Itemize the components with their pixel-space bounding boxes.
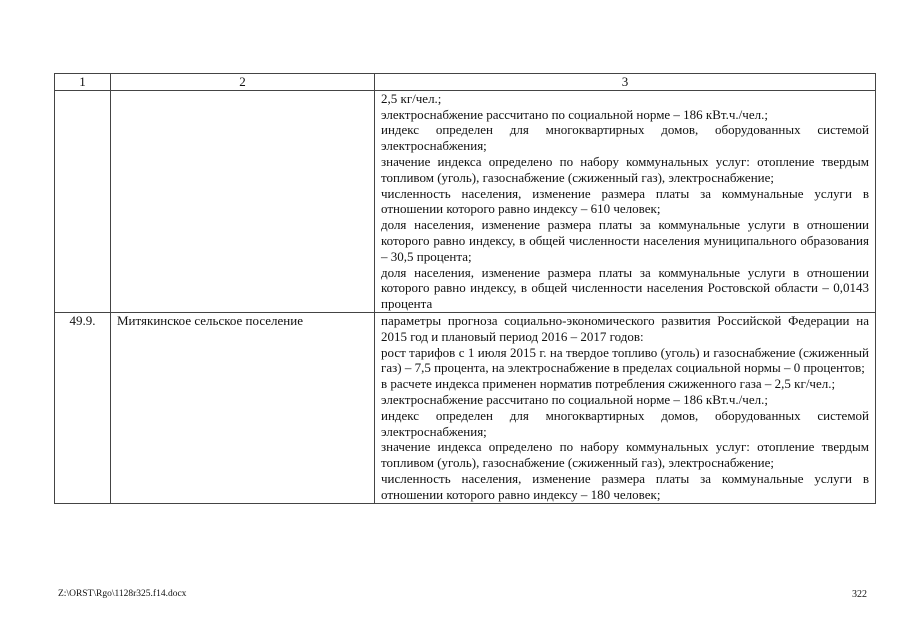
footer-page-number: 322: [852, 589, 867, 600]
parameter-paragraph: доля населения, изменение размера платы за коммунальные услуги в отношении которого равно индексу, в общей численности населения муниципального образования – 30,5 процента;: [381, 217, 869, 264]
footer-file-path: Z:\ORST\Rgo\1128r325.f14.docx: [58, 589, 187, 599]
parameter-paragraph: значение индекса определено по набору коммунальных услуг: отопление твердым топливом (уголь), газоснабжение (сжиженный газ), электроснабжение;: [381, 153, 869, 185]
tariff-index-table: [54, 73, 876, 504]
column-header-1: 1: [55, 74, 111, 91]
row-number-cell: [55, 90, 111, 312]
parameter-paragraph: 2,5 кг/чел.;: [381, 90, 442, 106]
parameter-paragraph: электроснабжение рассчитано по социальной норме – 186 кВт.ч./чел.;: [381, 106, 768, 122]
parameter-paragraph: параметры прогноза социально-экономического развития Российской Федерации на 2015 год и плановый период 2016 – 2017 годов:: [381, 312, 869, 344]
parameter-paragraph: численность населения, изменение размера платы за коммунальные услуги в отношении которого равно индексу – 180 человек;: [381, 470, 869, 502]
municipality-cell: Митякинское сельское поселение: [111, 312, 375, 503]
parameter-paragraph: доля населения, изменение размера платы за коммунальные услуги в отношении которого равно индексу, в общей численности населения Ростовской области – 0,0143 процента: [381, 264, 869, 312]
parameter-paragraph: рост тарифов с 1 июля 2015 г. на твердое топливо (уголь) и газоснабжение (сжиженный газ) – 7,5 процента, на электроснабжение в пределах социальной нормы – 0 процентов;: [381, 344, 869, 376]
table-row: [55, 312, 876, 503]
municipality-cell: [111, 90, 375, 312]
parameter-paragraph: индекс определен для многоквартирных домов, оборудованных системой электроснабжения;: [381, 407, 869, 439]
parameter-paragraph: значение индекса определено по набору коммунальных услуг: отопление твердым топливом (уголь), газоснабжение (сжиженный газ), электроснабжение;: [381, 439, 869, 471]
parameters-cell: [375, 90, 876, 312]
parameter-paragraph: в расчете индекса применен норматив потребления сжиженного газа – 2,5 кг/чел.;: [381, 376, 836, 392]
parameter-paragraph: электроснабжение рассчитано по социальной норме – 186 кВт.ч./чел.;: [381, 391, 768, 407]
parameters-cell: [375, 312, 876, 503]
parameter-paragraph: индекс определен для многоквартирных домов, оборудованных системой электроснабжения;: [381, 122, 869, 154]
row-number-cell: 49.9.: [55, 312, 111, 503]
column-header-3: 3: [375, 74, 876, 91]
table-header-row: [55, 74, 876, 91]
parameter-paragraph: численность населения, изменение размера платы за коммунальные услуги в отношении которого равно индексу – 610 человек;: [381, 185, 869, 217]
column-header-2: 2: [111, 74, 375, 91]
table-row: [55, 90, 876, 312]
